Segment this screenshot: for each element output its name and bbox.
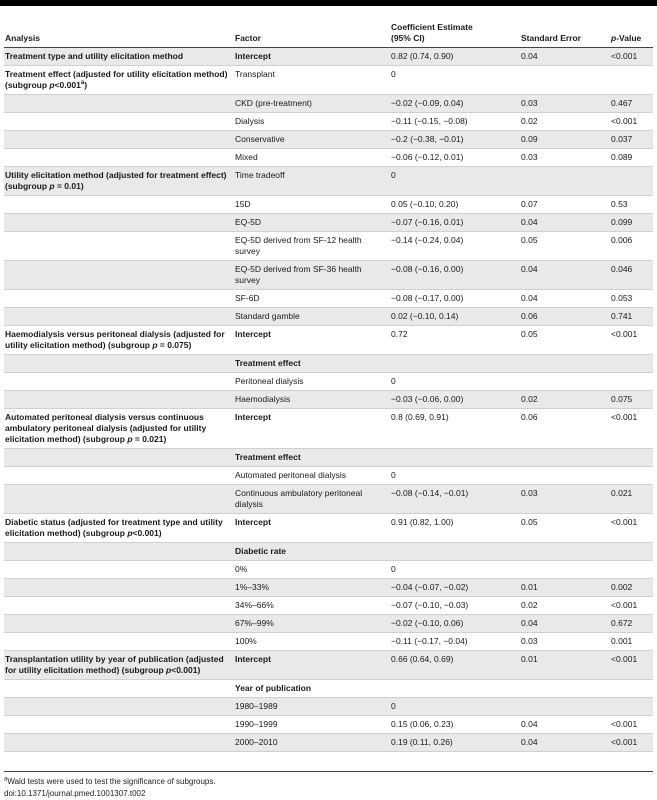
cell-factor: Intercept bbox=[234, 514, 390, 543]
cell-p-value: 0.006 bbox=[610, 232, 653, 261]
cell-standard-error: 0.05 bbox=[520, 232, 610, 261]
cell-analysis: Haemodialysis versus peritoneal dialysis (adjusted for utility elicitation method) (subgroup p = 0.075) bbox=[4, 326, 234, 355]
cell-coefficient: 0.02 (−0.10, 0.14) bbox=[390, 308, 520, 326]
header-row bbox=[4, 20, 653, 48]
cell-standard-error: 0.03 bbox=[520, 95, 610, 113]
cell-factor: Standard gamble bbox=[234, 308, 390, 326]
table-row bbox=[4, 113, 653, 131]
cell-factor: 15D bbox=[234, 196, 390, 214]
cell-standard-error: 0.03 bbox=[520, 149, 610, 167]
cell-standard-error: 0.06 bbox=[520, 308, 610, 326]
col-header-coefficient: Coefficient Estimate (95% CI) bbox=[390, 20, 520, 48]
table-row bbox=[4, 579, 653, 597]
cell-standard-error bbox=[520, 66, 610, 95]
col-header-analysis: Analysis bbox=[4, 20, 234, 48]
cell-analysis bbox=[4, 597, 234, 615]
cell-p-value: 0.053 bbox=[610, 290, 653, 308]
col-header-factor: Factor bbox=[234, 20, 390, 48]
top-rule bbox=[0, 0, 657, 6]
cell-standard-error bbox=[520, 167, 610, 196]
cell-coefficient bbox=[390, 449, 520, 467]
cell-standard-error: 0.04 bbox=[520, 48, 610, 66]
cell-coefficient: 0.91 (0.82, 1.00) bbox=[390, 514, 520, 543]
cell-analysis bbox=[4, 633, 234, 651]
cell-p-value: <0.001 bbox=[610, 326, 653, 355]
cell-coefficient: −0.11 (−0.17, −0.04) bbox=[390, 633, 520, 651]
cell-factor: Transplant bbox=[234, 66, 390, 95]
cell-analysis bbox=[4, 196, 234, 214]
cell-coefficient: −0.08 (−0.16, 0.00) bbox=[390, 261, 520, 290]
cell-analysis bbox=[4, 485, 234, 514]
cell-factor: Dialysis bbox=[234, 113, 390, 131]
cell-factor: Intercept bbox=[234, 48, 390, 66]
cell-p-value bbox=[610, 543, 653, 561]
table-row bbox=[4, 734, 653, 752]
cell-p-value bbox=[610, 698, 653, 716]
cell-standard-error bbox=[520, 355, 610, 373]
cell-p-value bbox=[610, 167, 653, 196]
table-row bbox=[4, 48, 653, 66]
cell-analysis bbox=[4, 261, 234, 290]
doi-text: doi:10.1371/journal.pmed.1001307.t002 bbox=[4, 789, 146, 798]
cell-coefficient: −0.08 (−0.14, −0.01) bbox=[390, 485, 520, 514]
cell-analysis: Transplantation utility by year of publication (adjusted for utility elicitation method) (subgroup p<0.001) bbox=[4, 651, 234, 680]
table-row bbox=[4, 326, 653, 355]
table-row bbox=[4, 355, 653, 373]
cell-coefficient: −0.2 (−0.38, −0.01) bbox=[390, 131, 520, 149]
cell-analysis bbox=[4, 95, 234, 113]
cell-standard-error: 0.06 bbox=[520, 409, 610, 449]
cell-coefficient: 0.72 bbox=[390, 326, 520, 355]
cell-p-value bbox=[610, 449, 653, 467]
cell-factor: EQ-5D derived from SF-36 health survey bbox=[234, 261, 390, 290]
results-table bbox=[4, 20, 653, 752]
cell-factor: 34%–66% bbox=[234, 597, 390, 615]
cell-factor: 2000–2010 bbox=[234, 734, 390, 752]
cell-coefficient bbox=[390, 355, 520, 373]
cell-coefficient: −0.14 (−0.24, 0.04) bbox=[390, 232, 520, 261]
cell-analysis bbox=[4, 579, 234, 597]
cell-standard-error bbox=[520, 543, 610, 561]
col-header-standard-error: Standard Error bbox=[520, 20, 610, 48]
cell-analysis bbox=[4, 290, 234, 308]
cell-coefficient: 0.15 (0.06, 0.23) bbox=[390, 716, 520, 734]
col-header-p-value: p-Value bbox=[610, 20, 653, 48]
cell-coefficient bbox=[390, 680, 520, 698]
cell-standard-error: 0.02 bbox=[520, 391, 610, 409]
cell-factor: Intercept bbox=[234, 651, 390, 680]
cell-coefficient: −0.06 (−0.12, 0.01) bbox=[390, 149, 520, 167]
cell-analysis bbox=[4, 373, 234, 391]
cell-factor: Treatment effect bbox=[234, 449, 390, 467]
cell-coefficient: 0 bbox=[390, 467, 520, 485]
cell-factor: Peritoneal dialysis bbox=[234, 373, 390, 391]
cell-factor: EQ-5D derived from SF-12 health survey bbox=[234, 232, 390, 261]
cell-factor: 1980–1989 bbox=[234, 698, 390, 716]
cell-p-value: 0.089 bbox=[610, 149, 653, 167]
cell-p-value: 0.672 bbox=[610, 615, 653, 633]
cell-coefficient: −0.02 (−0.10, 0.06) bbox=[390, 615, 520, 633]
cell-analysis bbox=[4, 716, 234, 734]
table-row bbox=[4, 308, 653, 326]
cell-factor: Year of publication bbox=[234, 680, 390, 698]
cell-p-value bbox=[610, 680, 653, 698]
cell-standard-error: 0.01 bbox=[520, 579, 610, 597]
table-row bbox=[4, 651, 653, 680]
cell-factor: Intercept bbox=[234, 326, 390, 355]
cell-coefficient: −0.11 (−0.15, −0.08) bbox=[390, 113, 520, 131]
table-row bbox=[4, 290, 653, 308]
table-row bbox=[4, 543, 653, 561]
table-row bbox=[4, 167, 653, 196]
cell-analysis bbox=[4, 308, 234, 326]
cell-standard-error: 0.04 bbox=[520, 615, 610, 633]
cell-standard-error: 0.09 bbox=[520, 131, 610, 149]
footnote-text: Wald tests were used to test the significance of subgroups. bbox=[7, 777, 216, 786]
cell-coefficient: 0 bbox=[390, 373, 520, 391]
table-row bbox=[4, 66, 653, 95]
cell-factor: 1990–1999 bbox=[234, 716, 390, 734]
table-row bbox=[4, 214, 653, 232]
table-row bbox=[4, 391, 653, 409]
cell-analysis bbox=[4, 131, 234, 149]
cell-analysis bbox=[4, 698, 234, 716]
cell-p-value: 0.467 bbox=[610, 95, 653, 113]
cell-standard-error: 0.04 bbox=[520, 734, 610, 752]
cell-p-value: <0.001 bbox=[610, 113, 653, 131]
cell-analysis bbox=[4, 561, 234, 579]
table-row bbox=[4, 409, 653, 449]
cell-analysis bbox=[4, 214, 234, 232]
cell-analysis: Automated peritoneal dialysis versus continuous ambulatory peritoneal dialysis (adjusted for utility elicitation method) (subgroup p = 0.021) bbox=[4, 409, 234, 449]
cell-coefficient: 0.19 (0.11, 0.26) bbox=[390, 734, 520, 752]
cell-p-value: 0.075 bbox=[610, 391, 653, 409]
cell-factor: CKD (pre-treatment) bbox=[234, 95, 390, 113]
cell-analysis bbox=[4, 734, 234, 752]
cell-analysis bbox=[4, 680, 234, 698]
cell-coefficient: −0.07 (−0.16, 0.01) bbox=[390, 214, 520, 232]
cell-coefficient bbox=[390, 543, 520, 561]
cell-analysis bbox=[4, 449, 234, 467]
cell-standard-error bbox=[520, 373, 610, 391]
cell-standard-error bbox=[520, 467, 610, 485]
cell-p-value bbox=[610, 561, 653, 579]
cell-standard-error bbox=[520, 449, 610, 467]
cell-standard-error: 0.04 bbox=[520, 261, 610, 290]
cell-coefficient: 0.05 (−0.10, 0.20) bbox=[390, 196, 520, 214]
cell-standard-error: 0.02 bbox=[520, 113, 610, 131]
cell-p-value: 0.001 bbox=[610, 633, 653, 651]
table-row bbox=[4, 95, 653, 113]
table-row bbox=[4, 698, 653, 716]
cell-standard-error: 0.05 bbox=[520, 514, 610, 543]
cell-analysis bbox=[4, 615, 234, 633]
cell-p-value: 0.53 bbox=[610, 196, 653, 214]
table-row bbox=[4, 680, 653, 698]
cell-coefficient: 0 bbox=[390, 66, 520, 95]
cell-analysis bbox=[4, 232, 234, 261]
cell-standard-error: 0.04 bbox=[520, 214, 610, 232]
table-row bbox=[4, 261, 653, 290]
table-row bbox=[4, 561, 653, 579]
cell-standard-error bbox=[520, 698, 610, 716]
cell-standard-error: 0.07 bbox=[520, 196, 610, 214]
cell-coefficient: −0.08 (−0.17, 0.00) bbox=[390, 290, 520, 308]
cell-factor: Conservative bbox=[234, 131, 390, 149]
table-body bbox=[4, 48, 653, 752]
cell-coefficient: 0 bbox=[390, 561, 520, 579]
table-row bbox=[4, 716, 653, 734]
cell-factor: Continuous ambulatory peritoneal dialysis bbox=[234, 485, 390, 514]
cell-coefficient: 0 bbox=[390, 698, 520, 716]
table-row bbox=[4, 232, 653, 261]
cell-p-value: 0.002 bbox=[610, 579, 653, 597]
table-row bbox=[4, 149, 653, 167]
cell-p-value: 0.037 bbox=[610, 131, 653, 149]
cell-p-value: 0.021 bbox=[610, 485, 653, 514]
cell-analysis: Utility elicitation method (adjusted for treatment effect) (subgroup p = 0.01) bbox=[4, 167, 234, 196]
cell-analysis bbox=[4, 467, 234, 485]
cell-standard-error: 0.03 bbox=[520, 485, 610, 514]
cell-factor: 0% bbox=[234, 561, 390, 579]
table-row bbox=[4, 131, 653, 149]
bottom-rule bbox=[4, 771, 653, 772]
table-row bbox=[4, 373, 653, 391]
table-row bbox=[4, 485, 653, 514]
table-row bbox=[4, 449, 653, 467]
cell-standard-error bbox=[520, 561, 610, 579]
cell-analysis bbox=[4, 543, 234, 561]
cell-coefficient: 0.8 (0.69, 0.91) bbox=[390, 409, 520, 449]
table-row bbox=[4, 597, 653, 615]
cell-factor: Mixed bbox=[234, 149, 390, 167]
table-row bbox=[4, 196, 653, 214]
cell-standard-error: 0.03 bbox=[520, 633, 610, 651]
cell-p-value: <0.001 bbox=[610, 409, 653, 449]
cell-coefficient: −0.04 (−0.07, −0.02) bbox=[390, 579, 520, 597]
cell-factor: Automated peritoneal dialysis bbox=[234, 467, 390, 485]
cell-factor: EQ-5D bbox=[234, 214, 390, 232]
cell-p-value: <0.001 bbox=[610, 651, 653, 680]
cell-analysis: Diabetic status (adjusted for treatment type and utility elicitation method) (subgroup p<0.001) bbox=[4, 514, 234, 543]
footnote: $^a$Wald tests were used to test the significance of subgroups. bbox=[4, 776, 216, 786]
cell-analysis bbox=[4, 355, 234, 373]
cell-factor: Diabetic rate bbox=[234, 543, 390, 561]
cell-p-value: <0.001 bbox=[610, 597, 653, 615]
cell-factor: Intercept bbox=[234, 409, 390, 449]
cell-factor: Time tradeoff bbox=[234, 167, 390, 196]
cell-p-value: <0.001 bbox=[610, 514, 653, 543]
cell-coefficient: −0.02 (−0.09, 0.04) bbox=[390, 95, 520, 113]
cell-p-value: <0.001 bbox=[610, 716, 653, 734]
cell-p-value bbox=[610, 355, 653, 373]
cell-p-value: 0.741 bbox=[610, 308, 653, 326]
cell-factor: 100% bbox=[234, 633, 390, 651]
cell-p-value bbox=[610, 373, 653, 391]
cell-factor: 67%–99% bbox=[234, 615, 390, 633]
cell-analysis bbox=[4, 149, 234, 167]
cell-coefficient: 0.82 (0.74, 0.90) bbox=[390, 48, 520, 66]
cell-analysis bbox=[4, 391, 234, 409]
cell-standard-error: 0.04 bbox=[520, 290, 610, 308]
cell-p-value: <0.001 bbox=[610, 734, 653, 752]
cell-coefficient: −0.03 (−0.06, 0.00) bbox=[390, 391, 520, 409]
cell-p-value bbox=[610, 467, 653, 485]
cell-standard-error: 0.05 bbox=[520, 326, 610, 355]
cell-factor: SF-6D bbox=[234, 290, 390, 308]
cell-coefficient: 0.66 (0.64, 0.69) bbox=[390, 651, 520, 680]
cell-p-value: 0.046 bbox=[610, 261, 653, 290]
cell-standard-error: 0.01 bbox=[520, 651, 610, 680]
table-row bbox=[4, 514, 653, 543]
cell-factor: Haemodialysis bbox=[234, 391, 390, 409]
cell-standard-error: 0.02 bbox=[520, 597, 610, 615]
table-row bbox=[4, 615, 653, 633]
cell-analysis bbox=[4, 113, 234, 131]
cell-factor: Treatment effect bbox=[234, 355, 390, 373]
cell-coefficient: 0 bbox=[390, 167, 520, 196]
cell-standard-error: 0.04 bbox=[520, 716, 610, 734]
cell-analysis: Treatment type and utility elicitation method bbox=[4, 48, 234, 66]
table-row bbox=[4, 633, 653, 651]
cell-p-value bbox=[610, 66, 653, 95]
cell-p-value: 0.099 bbox=[610, 214, 653, 232]
cell-coefficient: −0.07 (−0.10, −0.03) bbox=[390, 597, 520, 615]
cell-p-value: <0.001 bbox=[610, 48, 653, 66]
cell-standard-error bbox=[520, 680, 610, 698]
table-row bbox=[4, 467, 653, 485]
cell-factor: 1%–33% bbox=[234, 579, 390, 597]
cell-analysis: Treatment effect (adjusted for utility elicitation method) (subgroup p<0.001$^a$) bbox=[4, 66, 234, 95]
